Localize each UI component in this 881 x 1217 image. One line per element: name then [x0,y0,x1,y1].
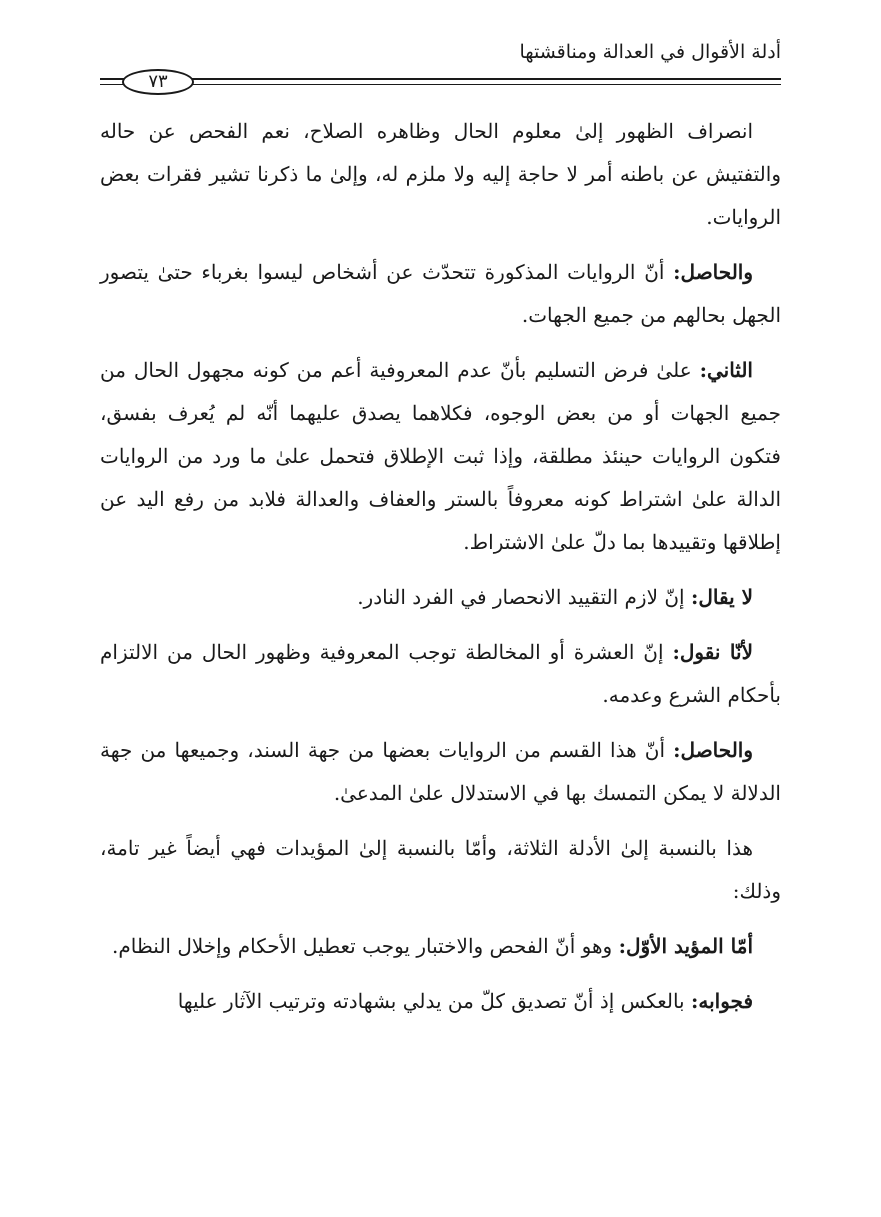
page-number: ٧٣ [122,69,194,95]
paragraph-text: بالعكس إذ أنّ تصديق كلّ من يدلي بشهادته وترتيب الآثار عليها [177,989,691,1013]
running-title: أدلة الأقوال في العدالة ومناقشتها [519,41,781,63]
paragraph-text: إنّ العشرة أو المخالطة توجب المعروفية وظهور الحال من الالتزام بأحكام الشرع وعدمه. [100,640,781,707]
paragraph-8 [100,925,781,968]
paragraph-text: وهو أنّ الفحص والاختبار يوجب تعطيل الأحكام وإخلال النظام. [112,934,619,958]
paragraph-1 [100,110,781,239]
page-body [100,110,781,1035]
paragraph-lead: والحاصل: [673,738,753,762]
paragraph-text: أنّ هذا القسم من الروايات بعضها من جهة السند، وجميعها من جهة الدلالة لا يمكن التمسك بها في الاستدلال علىٰ المدعىٰ. [100,738,781,805]
paragraph-text: أنّ الروايات المذكورة تتحدّث عن أشخاص ليسوا بغرباء حتىٰ يتصور الجهل بحالهم من جميع الجهات. [100,260,781,327]
paragraph-7 [100,827,781,913]
paragraph-lead: فجوابه: [690,989,753,1013]
paragraph-6 [100,729,781,815]
paragraph-5 [100,631,781,717]
paragraph-lead: أمّا المؤيد الأوّل: [618,934,753,958]
paragraph-text: علىٰ فرض التسليم بأنّ عدم المعروفية أعم من كونه مجهول الحال من جميع الجهات أو من بعض الوجوه، فكلاهما يصدق عليهما أنّه لم يُعرف بفسق، فتكون الروايات حينئذ مطلقة، وإذا ثبت الإطلاق فتحمل علىٰ ما ورد من الروايات الدالة علىٰ اشتراط كونه معروفاً بالستر والعفاف والعدالة فلابد من رفع اليد عن إطلاقها وتقييدها بما دلّ علىٰ الاشتراط. [100,358,781,554]
paragraph-2 [100,251,781,337]
paragraph-lead: لأنّا نقول: [672,640,754,664]
paragraph-3 [100,349,781,564]
paragraph-4 [100,576,781,619]
paragraph-text: انصراف الظهور إلىٰ معلوم الحال وظاهره الصلاح، نعم الفحص عن حاله والتفتيش عن باطنه أمر لا حاجة إليه ولا ملزم له، وإلىٰ ما ذكرنا تشير فقرات بعض الروايات. [100,119,781,229]
paragraph-9 [100,980,781,1023]
paragraph-lead: لا يقال: [690,585,753,609]
paragraph-text: هذا بالنسبة إلىٰ الأدلة الثلاثة، وأمّا بالنسبة إلىٰ المؤيدات فهي أيضاً غير تامة، وذلك: [100,836,781,903]
header-rule [100,78,781,85]
paragraph-lead: الثاني: [699,358,753,382]
page-header [100,38,781,98]
paragraph-text: إنّ لازم التقييد الانحصار في الفرد النادر. [357,585,691,609]
paragraph-lead: والحاصل: [673,260,753,284]
